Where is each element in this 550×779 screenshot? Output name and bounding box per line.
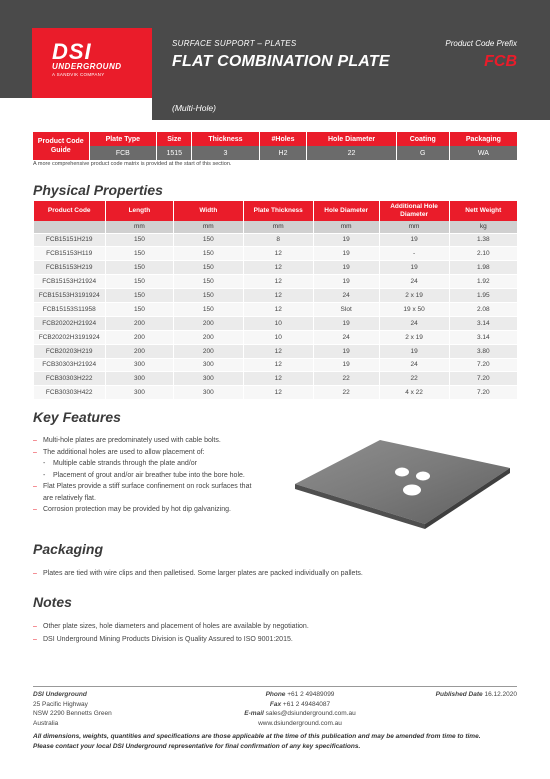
guide-value: G bbox=[396, 146, 449, 160]
table-cell: 19 x 50 bbox=[379, 302, 449, 316]
published-date: 16.12.2020 bbox=[484, 691, 517, 698]
table-cell: 12 bbox=[243, 358, 313, 372]
product-code-cell: FCB20203H219 bbox=[34, 344, 106, 358]
phone-label: Phone bbox=[265, 691, 286, 698]
prefix-code: FCB bbox=[484, 53, 517, 70]
product-code-cell: FCB20202H21924 bbox=[34, 316, 106, 330]
unit-cell: mm bbox=[243, 221, 313, 233]
phys-col: Plate Thickness bbox=[243, 201, 313, 221]
notes-list bbox=[33, 620, 517, 646]
guide-value: WA bbox=[449, 146, 517, 160]
table-cell: 150 bbox=[173, 261, 243, 275]
table-cell: 150 bbox=[173, 289, 243, 303]
phys-col: Width bbox=[173, 201, 243, 221]
table-cell: 1.92 bbox=[449, 275, 517, 289]
list-subitem: - Placement of grout and/or air breather tube into the bore hole. bbox=[33, 470, 293, 482]
table-cell: 150 bbox=[173, 275, 243, 289]
published-label: Published Date bbox=[435, 691, 483, 698]
table-cell: 8 bbox=[243, 233, 313, 247]
table-cell: 7.20 bbox=[449, 386, 517, 400]
table-cell: 150 bbox=[173, 247, 243, 261]
table-cell: 200 bbox=[105, 344, 173, 358]
table-cell: 2.10 bbox=[449, 247, 517, 261]
table-cell: 300 bbox=[173, 372, 243, 386]
table-row bbox=[34, 233, 518, 247]
table-cell: Slot bbox=[313, 302, 379, 316]
product-code-cell: FCB30303H422 bbox=[34, 386, 106, 400]
guide-col: Plate Type bbox=[89, 132, 157, 146]
table-row bbox=[34, 372, 518, 386]
footer-addr3: Australia bbox=[33, 719, 59, 727]
product-code-cell: FCB30303H222 bbox=[34, 372, 106, 386]
product-code-cell: FCB15153H219 bbox=[34, 261, 106, 275]
table-cell: 300 bbox=[173, 358, 243, 372]
table-cell: 19 bbox=[313, 344, 379, 358]
footer-addr1: 25 Pacific Highway bbox=[33, 700, 88, 708]
guide-col: Thickness bbox=[192, 132, 259, 146]
product-code-cell: FCB15153H3191924 bbox=[34, 289, 106, 303]
disclaimer bbox=[33, 732, 523, 752]
table-cell: 19 bbox=[313, 358, 379, 372]
table-row bbox=[34, 275, 518, 289]
guide-value: H2 bbox=[259, 146, 307, 160]
product-code-cell: FCB15153H21924 bbox=[34, 275, 106, 289]
guide-col: #Holes bbox=[259, 132, 307, 146]
table-cell: 12 bbox=[243, 289, 313, 303]
unit-cell: kg bbox=[449, 221, 517, 233]
list-subitem: - Multiple cable strands through the plate and/or bbox=[33, 458, 293, 470]
phys-col: Nett Weight bbox=[449, 201, 517, 221]
table-cell: 19 bbox=[313, 247, 379, 261]
guide-value: 1515 bbox=[157, 146, 192, 160]
table-cell: 22 bbox=[379, 372, 449, 386]
table-row bbox=[34, 386, 518, 400]
guide-col: Coating bbox=[396, 132, 449, 146]
table-cell: 200 bbox=[173, 344, 243, 358]
physical-properties-table bbox=[33, 201, 517, 400]
list-item bbox=[33, 481, 293, 504]
unit-cell: mm bbox=[313, 221, 379, 233]
features-heading: Key Features bbox=[33, 409, 121, 425]
table-cell: 4 x 22 bbox=[379, 386, 449, 400]
table-cell: 19 bbox=[313, 275, 379, 289]
guide-note: A more comprehensive product code matrix is provided at the start of this section. bbox=[33, 161, 232, 167]
table-cell: 150 bbox=[105, 275, 173, 289]
table-cell: 22 bbox=[313, 372, 379, 386]
table-cell: 1.38 bbox=[449, 233, 517, 247]
list-item-text: are relatively flat. bbox=[43, 494, 96, 502]
product-code-cell: FCB30303H21924 bbox=[34, 358, 106, 372]
table-cell: 150 bbox=[105, 289, 173, 303]
product-code-cell: FCB20202H3191924 bbox=[34, 330, 106, 344]
logo-brand: DSI bbox=[52, 39, 92, 64]
disclaimer-line: Please contact your local DSI Underground representative for final confirmation of any key specifications. bbox=[33, 743, 361, 750]
table-cell: 2 x 19 bbox=[379, 289, 449, 303]
prefix-label: Product Code Prefix bbox=[445, 39, 517, 48]
table-cell: 150 bbox=[105, 261, 173, 275]
table-cell: 12 bbox=[243, 344, 313, 358]
subtitle-band bbox=[152, 98, 550, 120]
units-row bbox=[34, 221, 518, 233]
guide-value: FCB bbox=[89, 146, 157, 160]
phone-value: +61 2 49489099 bbox=[287, 691, 335, 698]
features-list bbox=[33, 435, 293, 516]
table-cell: 3.14 bbox=[449, 330, 517, 344]
footer-published bbox=[436, 690, 517, 700]
table-cell: 150 bbox=[173, 302, 243, 316]
plate-image-icon bbox=[285, 432, 517, 532]
table-row bbox=[34, 358, 518, 372]
footer-address bbox=[33, 690, 112, 728]
phys-col: Product Code bbox=[34, 201, 106, 221]
phys-col: Hole Diameter bbox=[313, 201, 379, 221]
table-cell: 200 bbox=[173, 316, 243, 330]
packaging-list bbox=[33, 568, 517, 580]
table-cell: 3.80 bbox=[449, 344, 517, 358]
product-code-guide bbox=[33, 132, 517, 160]
list-item: – Corrosion protection may be provided by hot dip galvanizing. bbox=[33, 504, 293, 516]
disclaimer-line: All dimensions, weights, quantities and specifications are those applicable at the time of this publication and may be amended from time to time. bbox=[33, 733, 481, 740]
footer-divider bbox=[33, 686, 517, 687]
table-cell: 7.20 bbox=[449, 358, 517, 372]
table-row bbox=[34, 344, 518, 358]
footer-company: DSI Underground bbox=[33, 691, 87, 698]
logo-tagline: A SANDVIK COMPANY bbox=[52, 72, 105, 77]
table-cell: 1.98 bbox=[449, 261, 517, 275]
table-cell: 19 bbox=[379, 344, 449, 358]
table-cell: - bbox=[379, 247, 449, 261]
notes-heading: Notes bbox=[33, 594, 72, 610]
guide-col: Packaging bbox=[449, 132, 517, 146]
product-code-cell: FCB15153H119 bbox=[34, 247, 106, 261]
table-cell: 12 bbox=[243, 302, 313, 316]
table-cell: 300 bbox=[105, 372, 173, 386]
packaging-heading: Packaging bbox=[33, 541, 104, 557]
table-cell: 19 bbox=[313, 261, 379, 275]
guide-value: 3 bbox=[192, 146, 259, 160]
phys-col: Additional Hole Diameter bbox=[379, 201, 449, 221]
guide-row-label: Product Code Guide bbox=[33, 132, 89, 160]
phys-col: Length bbox=[105, 201, 173, 221]
guide-col: Hole Diameter bbox=[307, 132, 396, 146]
table-cell: 3.14 bbox=[449, 316, 517, 330]
logo-sub: UNDERGROUND bbox=[52, 62, 122, 71]
table-row bbox=[34, 247, 518, 261]
guide-col: Size bbox=[157, 132, 192, 146]
fax-label: Fax bbox=[269, 700, 282, 708]
unit-cell: mm bbox=[173, 221, 243, 233]
guide-value: 22 bbox=[307, 146, 396, 160]
table-cell: 2 x 19 bbox=[379, 330, 449, 344]
list-item-text: Flat Plates provide a stiff surface confinement on rock surfaces that bbox=[43, 483, 252, 490]
product-code-cell: FCB15153S11958 bbox=[34, 302, 106, 316]
table-cell: 150 bbox=[173, 233, 243, 247]
table-cell: 24 bbox=[313, 289, 379, 303]
dsi-logo bbox=[52, 39, 122, 77]
footer-addr2: NSW 2290 Bennetts Green bbox=[33, 710, 112, 717]
unit-cell: mm bbox=[379, 221, 449, 233]
table-cell: 24 bbox=[379, 316, 449, 330]
table-row bbox=[34, 261, 518, 275]
email-link[interactable]: sales@dsiunderground.com.au bbox=[265, 710, 356, 717]
table-cell: 200 bbox=[105, 316, 173, 330]
table-cell: 24 bbox=[379, 358, 449, 372]
fax-value: +61 2 49484087 bbox=[282, 700, 331, 708]
subtitle: (Multi-Hole) bbox=[172, 103, 216, 113]
table-row bbox=[34, 330, 518, 344]
table-cell: 150 bbox=[105, 233, 173, 247]
product-code-cell: FCB15151H219 bbox=[34, 233, 106, 247]
table-cell: 19 bbox=[379, 261, 449, 275]
physical-heading: Physical Properties bbox=[33, 182, 163, 198]
table-cell: 7.20 bbox=[449, 372, 517, 386]
table-cell: 19 bbox=[313, 233, 379, 247]
table-cell: 300 bbox=[105, 386, 173, 400]
table-cell: 24 bbox=[313, 330, 379, 344]
list-item: – The additional holes are used to allow placement of: bbox=[33, 447, 293, 459]
table-cell: 24 bbox=[379, 275, 449, 289]
table-cell: 10 bbox=[243, 316, 313, 330]
plate-illustration bbox=[285, 432, 517, 532]
list-item: – DSI Underground Mining Products Division is Quality Assured to ISO 9001:2015. bbox=[33, 633, 517, 646]
table-cell: 19 bbox=[379, 233, 449, 247]
unit-cell bbox=[34, 221, 106, 233]
table-cell: 12 bbox=[243, 247, 313, 261]
table-cell: 300 bbox=[173, 386, 243, 400]
unit-cell: mm bbox=[105, 221, 173, 233]
table-cell: 12 bbox=[243, 386, 313, 400]
list-item: – Multi-hole plates are predominately used with cable bolts. bbox=[33, 435, 293, 447]
list-item: – Other plate sizes, hole diameters and placement of holes are available by negotiation. bbox=[33, 620, 517, 633]
page-title: FLAT COMBINATION PLATE bbox=[172, 53, 390, 70]
table-row bbox=[34, 316, 518, 330]
footer-contact bbox=[210, 690, 390, 728]
table-row bbox=[34, 302, 518, 316]
table-cell: 200 bbox=[105, 330, 173, 344]
table-cell: 1.95 bbox=[449, 289, 517, 303]
email-label: E-mail bbox=[244, 710, 264, 717]
website-link[interactable]: www.dsiunderground.com.au bbox=[258, 719, 342, 727]
table-cell: 12 bbox=[243, 275, 313, 289]
table-row bbox=[34, 289, 518, 303]
table-cell: 200 bbox=[173, 330, 243, 344]
list-item: – Plates are tied with wire clips and then palletised. Some larger plates are packed individually on pallets. bbox=[33, 568, 517, 580]
table-cell: 2.08 bbox=[449, 302, 517, 316]
table-cell: 10 bbox=[243, 330, 313, 344]
category-label: SURFACE SUPPORT – PLATES bbox=[172, 39, 297, 48]
table-cell: 300 bbox=[105, 358, 173, 372]
table-cell: 150 bbox=[105, 247, 173, 261]
table-cell: 22 bbox=[313, 386, 379, 400]
table-cell: 12 bbox=[243, 261, 313, 275]
table-cell: 19 bbox=[313, 316, 379, 330]
table-cell: 12 bbox=[243, 372, 313, 386]
table-cell: 150 bbox=[105, 302, 173, 316]
